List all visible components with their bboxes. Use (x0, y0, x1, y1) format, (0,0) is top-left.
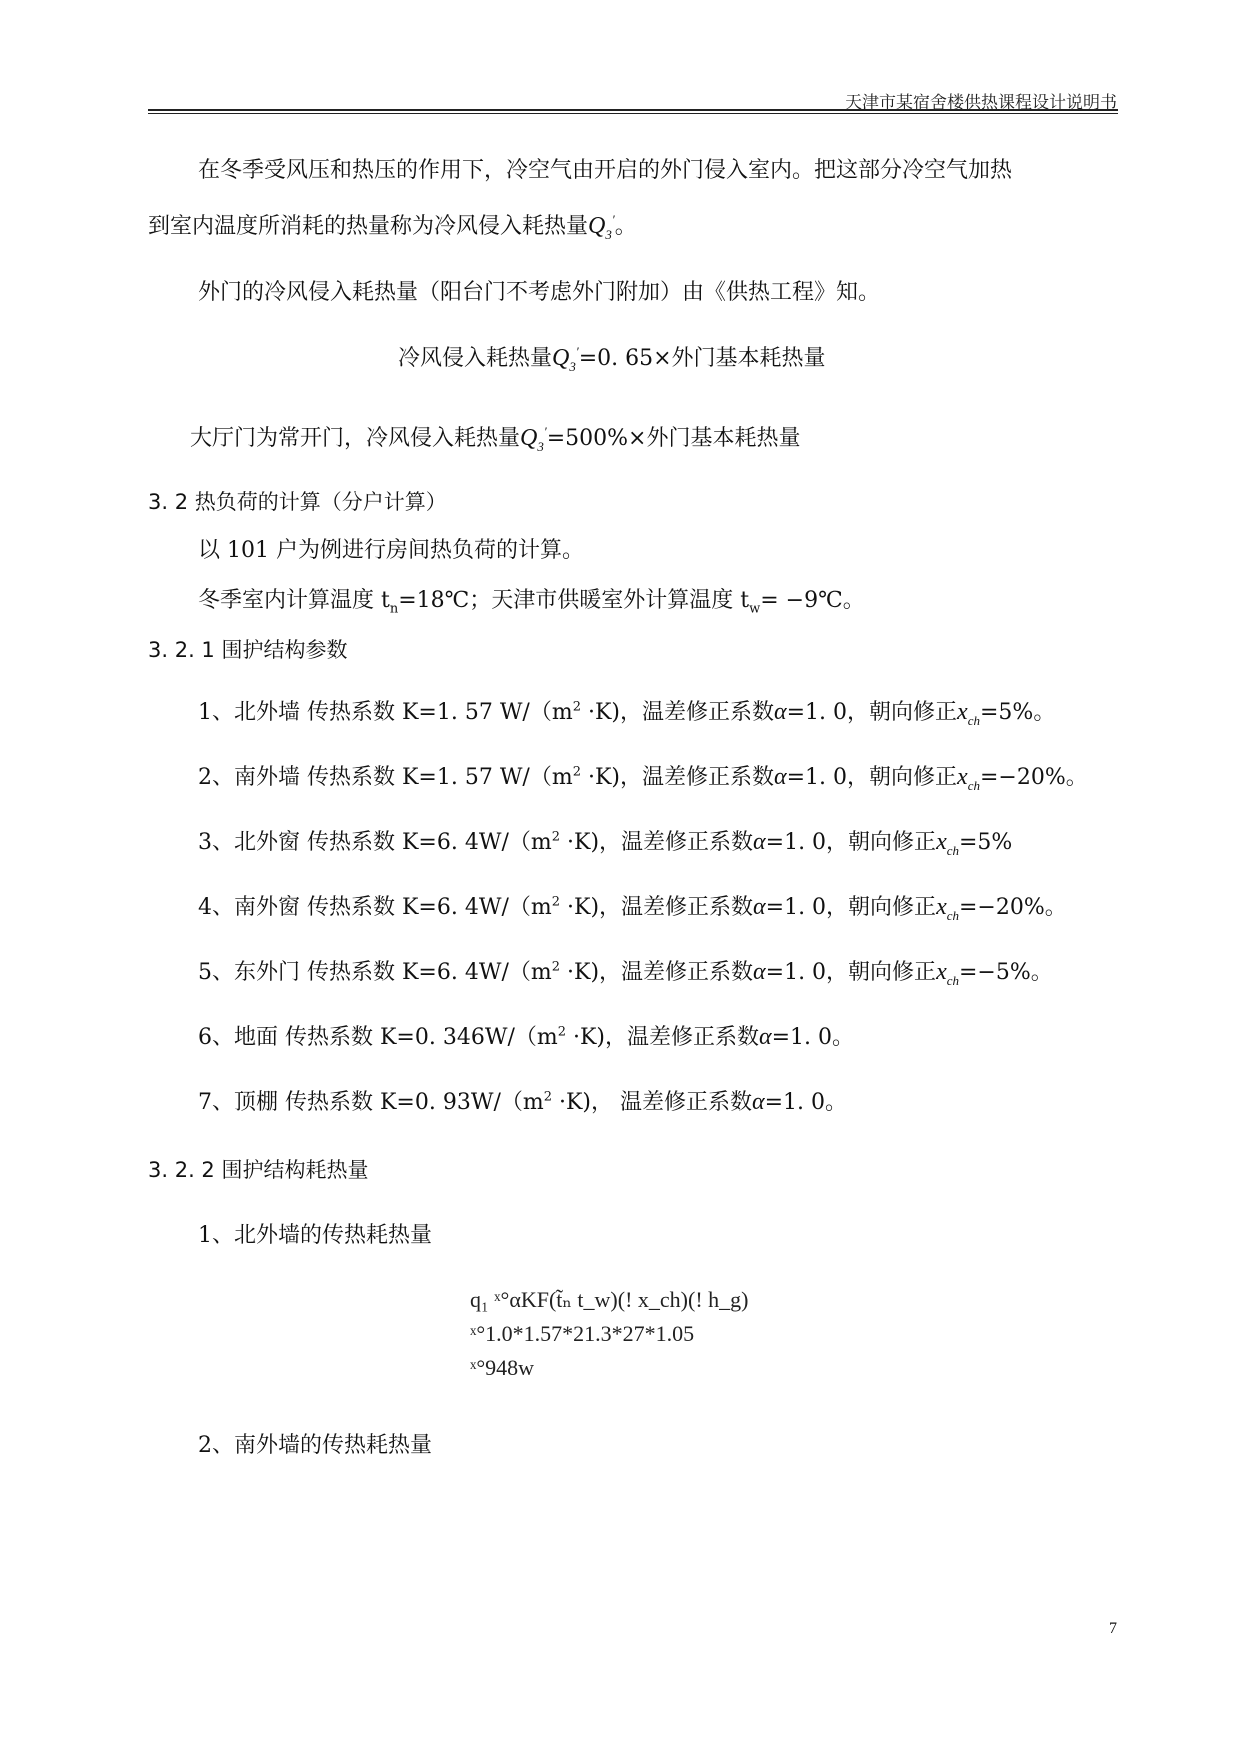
section-3-2-intro: 以 101 户为例进行房间热负荷的计算。 (198, 538, 584, 563)
paragraph-1-line-1 (198, 160, 1012, 182)
paragraph-2-text: 外门的冷风侵入耗热量（阳台门不考虑外门附加）由《供热工程》知。 (198, 280, 881, 305)
param-item: 6、地面 传热系数 K=0. $346W/(m^2 \cdot K)$，温差修正系数α=1. 0。 (198, 1024, 855, 1050)
formula-hall-door-value: =500%×外门基本耗热量 (546, 426, 801, 451)
page-header-title: 天津市某宿舍楼供热课程设计说明书 (845, 93, 1117, 113)
header-rule-thin (148, 113, 1118, 114)
q3-symbol: $Q_3'$ (588, 212, 615, 242)
x-ch-symbol: $x_{ch}$ (957, 764, 980, 793)
paragraph-1-line-2 (148, 213, 637, 241)
north-wall-heat-title: 1、北外墙的传热耗热量 (198, 1223, 432, 1248)
paragraph-2 (198, 282, 880, 304)
x-ch-symbol: $x_{ch}$ (936, 829, 959, 858)
alpha-symbol: α (759, 1024, 772, 1050)
alpha-symbol: α (753, 959, 766, 985)
x-ch-symbol: $x_{ch}$ (957, 699, 980, 728)
formula-line-2: ˣ°1.0*1.57*21.3*27*1.05 (470, 1321, 695, 1346)
header-rule (148, 109, 1118, 111)
param-item: 7、顶棚 传热系数 K=0. $93W/(m^2 \cdot K)$， 温差修正系数α=1. 0。 (198, 1089, 848, 1115)
alpha-symbol: α (774, 699, 787, 725)
param-item: 5、东外门 传热系数 K=6. $4W/(m^2 \cdot K)$，温差修正系数α=1. 0，朝向修正$x_{ch}=-5\%$。 (198, 959, 1053, 988)
north-wall-formula (470, 1283, 748, 1385)
alpha-symbol: α (753, 894, 766, 920)
section-3-2-heading: 3. 2 热负荷的计算（分户计算） (148, 490, 447, 514)
south-wall-heat-title: 2、南外墙的传热耗热量 (198, 1433, 432, 1458)
x-ch-symbol: $x_{ch}$ (936, 894, 959, 923)
section-3-2-2-heading: 3. 2. 2 围护结构耗热量 (148, 1158, 369, 1182)
section-3-2-1-heading: 3. 2. 1 围护结构参数 (148, 638, 348, 662)
q3-symbol: $Q_3'$ (520, 424, 547, 454)
paragraph-1-line-1-text: 在冬季受风压和热压的作用下，冷空气由开启的外门侵入室内。把这部分冷空气加热 (198, 158, 1013, 183)
formula-door-heat (398, 345, 826, 373)
formula-door-heat-label: 冷风侵入耗热量 (398, 346, 553, 371)
formula-door-heat-value: =0. 65×外门基本耗热量 (578, 346, 826, 371)
formula-hall-door (190, 425, 800, 453)
q3-symbol: $Q_3'$ (552, 344, 579, 374)
param-item: 3、北外窗 传热系数 K=6. $4W/(m^2 \cdot K)$，温差修正系数α=1. 0，朝向修正$x_{ch}=5\%$ (198, 829, 1013, 858)
formula-line-3: ˣ°948w (470, 1355, 535, 1380)
paragraph-1-line-2-end: 。 (614, 214, 637, 239)
param-item: 2、南外墙 传热系数 K=1. 57 $W/(m^2 \cdot K)$，温差修正系数α=1. 0，朝向修正$x_{ch}=-20\%$。 (198, 764, 1088, 793)
page-number: 7 (1109, 1620, 1117, 1637)
param-item: 4、南外窗 传热系数 K=6. $4W/(m^2 \cdot K)$，温差修正系数α=1. 0，朝向修正$x_{ch}=-20\%$。 (198, 894, 1067, 923)
param-item: 1、北外墙 传热系数 K=1. 57 $W/(m^2 \cdot K)$，温差修正系数α=1. 0，朝向修正$x_{ch}=5\%$。 (198, 699, 1056, 728)
formula-line-1: q₁ ˣ°αKF(t̃ₙ t_w)(! x_ch)(! h_g) (470, 1287, 749, 1312)
formula-hall-door-label: 大厅门为常开门，冷风侵入耗热量 (190, 426, 521, 451)
section-3-2-temperatures: 冬季室内计算温度 $t_n=18℃$；天津市供暖室外计算温度 $t_w=$ −9℃。 (198, 588, 865, 617)
alpha-symbol: α (752, 1089, 765, 1115)
paragraph-1-line-2-text: 到室内温度所消耗的热量称为冷风侵入耗热量 (148, 214, 589, 239)
alpha-symbol: α (774, 764, 787, 790)
alpha-symbol: α (753, 829, 766, 855)
x-ch-symbol: $x_{ch}$ (936, 959, 959, 988)
